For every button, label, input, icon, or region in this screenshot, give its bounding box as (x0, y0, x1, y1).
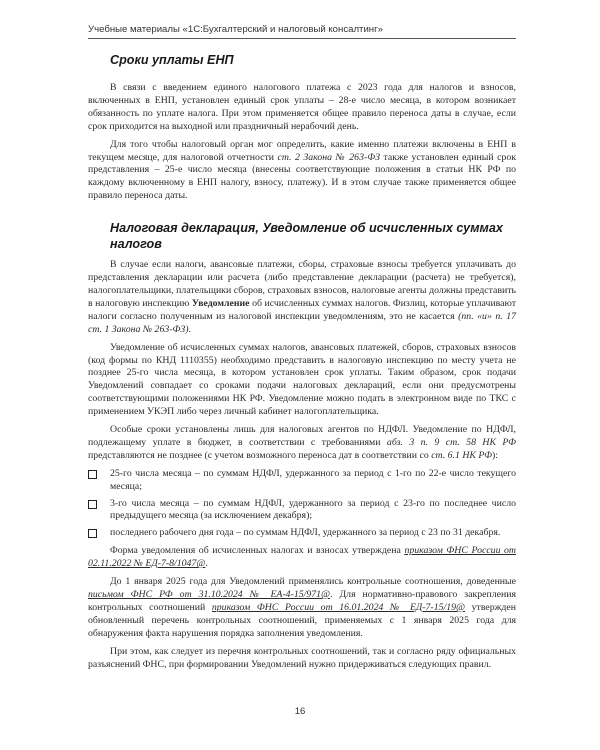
paragraph-text: . (205, 558, 208, 570)
checkbox-bullet-icon (88, 500, 97, 509)
checkbox-bullet-icon (88, 529, 97, 538)
paragraph-text: Особые сроки установлены лишь для налоговых агентов по НДФЛ. Уведомление по НДФЛ, подлежащему уплате в бюджет, в соответствии с требованиями (88, 424, 516, 448)
paragraph-text: Для того чтобы налоговый орган мог определить, какие именно платежи включены в ЕНП в текущем месяце, для налоговой отчетности (88, 138, 516, 163)
deadline-list (88, 468, 516, 541)
paragraph (88, 139, 516, 204)
paragraph-text: До 1 января 2025 года для Уведомлений применялись контрольные соотношения, доведенные (110, 576, 516, 588)
paragraph-text: ): (491, 449, 498, 461)
paragraph-text: . (188, 323, 191, 335)
letter-reference-link[interactable]: письмом ФНС РФ от 31.10.2024 № ЕА-4-15/971@ (88, 589, 331, 600)
paragraph-text: представляются не позднее (с учетом возможного переноса дат в соответствии со (88, 449, 432, 461)
paragraph-text: В случае если налоги, авансовые платежи, сборы, страховые взносы требуется уплачивать до представления декларации или расчета (либо представление декларации (расчета) не требуется), налогоплательщики, плательщики сборов, страховых взносов, налоговые агенты должны представить в налоговую инспекцию (88, 259, 516, 309)
paragraph (88, 646, 516, 672)
paragraph-text: утвержден обновленный перечень контрольных соотношений, применяемых с 1 января 2025 года для обнаружения факта нарушения порядка заполнения уведомления. (88, 601, 517, 639)
checkbox-bullet-icon (88, 470, 97, 479)
law-reference-link[interactable]: абз. 3 п. 9 ст. 58 НК РФ (386, 436, 517, 448)
paragraph (88, 545, 516, 571)
order-reference-link[interactable]: приказом ФНС России от 16.01.2024 № ЕД-7-15/19@ (211, 601, 466, 613)
paragraph-text: Уведомление об исчисленных суммах налогов, авансовых платежей, сборов, страховых взносов (код формы по КНД 1110355) необходимо представить в налоговую инспекцию по месту учета не позднее 25-го числа месяца, в котором установлен срок уплаты. Таким образом, срок подачи Уведомлений совпадает со сроками подачи налоговых деклараций, если они предусмотрены соответствующими положениями НК РФ. Уведомление можно подать в электронном виде по ТКС с применением УКЭП либо через личный кабинет налогоплательщика. (88, 341, 516, 418)
list-item (88, 498, 516, 524)
list-item-text: 3-го числа месяца – по суммам НДФЛ, удержанного за период с 23-го по последнее число предыдущего месяца (за исключением декабря); (110, 497, 516, 522)
paragraph-text: При этом, как следует из перечня контрольных соотношений, так и согласно ряду официальных разъяснений ФНС, при формировании Уведомлений нужно придерживаться следующих правил. (88, 645, 516, 670)
bold-term: Уведомление (191, 297, 250, 309)
law-reference-link[interactable]: ст. 2 Закона № 263-ФЗ (277, 151, 380, 163)
paragraph-text: об исчисленных суммах налогов. Физлиц, которые уплачивают налоги согласно полученным из налоговой инспекции уведомлениям, это не касается (88, 297, 517, 322)
paragraph-text: . Для нормативно-правового закрепления контрольных соотношений (88, 589, 516, 613)
paragraph (88, 259, 516, 336)
list-item (88, 468, 516, 494)
law-reference-link[interactable]: ст. 6.1 НК РФ (431, 449, 492, 461)
order-reference-link[interactable]: приказом ФНС России от 02.11.2022 № ЕД-7-8/1047@ (88, 545, 517, 570)
paragraph (88, 576, 516, 641)
paragraph (88, 82, 516, 134)
paragraph-text: Форма уведомления об исчисленных налогах и взносах утверждена (110, 545, 405, 557)
running-header: Учебные материалы «1С:Бухгалтерский и налоговый консалтинг» (88, 24, 516, 39)
section-title-tax-declaration: Налоговая декларация, Уведомление об исчисленных суммах налогов (110, 221, 503, 252)
section-title-enp-deadlines: Сроки уплаты ЕНП (110, 53, 234, 67)
paragraph-text: также установлен единый срок представления – 25-е число месяца (внесены соответствующие положения в статьи НК РФ по каждому включенному в ЕНП налогу, взносу, платежу). И в этом случае также применяется общее правило переноса даты. (88, 151, 516, 202)
list-item (88, 527, 516, 540)
list-item-text: 25-го числа месяца – по суммам НДФЛ, удержанного за период с 1-го по 22-е число текущего месяца; (110, 467, 516, 492)
page-number: 16 (294, 706, 306, 717)
paragraph-text: В связи с введением единого налогового платежа с 2023 года для налогов и взносов, включенных в ЕНП, установлен единый срок уплаты – 28-е число месяца, в котором возникает обязанность по уплате налога. При этом применяется общее правило переноса даты в случае, если срок приходится на выходной или праздничный нерабочий день. (88, 82, 516, 132)
page-body (88, 50, 516, 676)
law-reference-link[interactable]: (пп. «и» п. 17 ст. 1 Закона № 263-ФЗ) (88, 310, 516, 335)
list-item-text: последнего рабочего дня года – по суммам НДФЛ, удержанного за период с 23 по 31 декабря. (110, 527, 501, 539)
paragraph (88, 342, 516, 419)
paragraph (88, 424, 516, 463)
